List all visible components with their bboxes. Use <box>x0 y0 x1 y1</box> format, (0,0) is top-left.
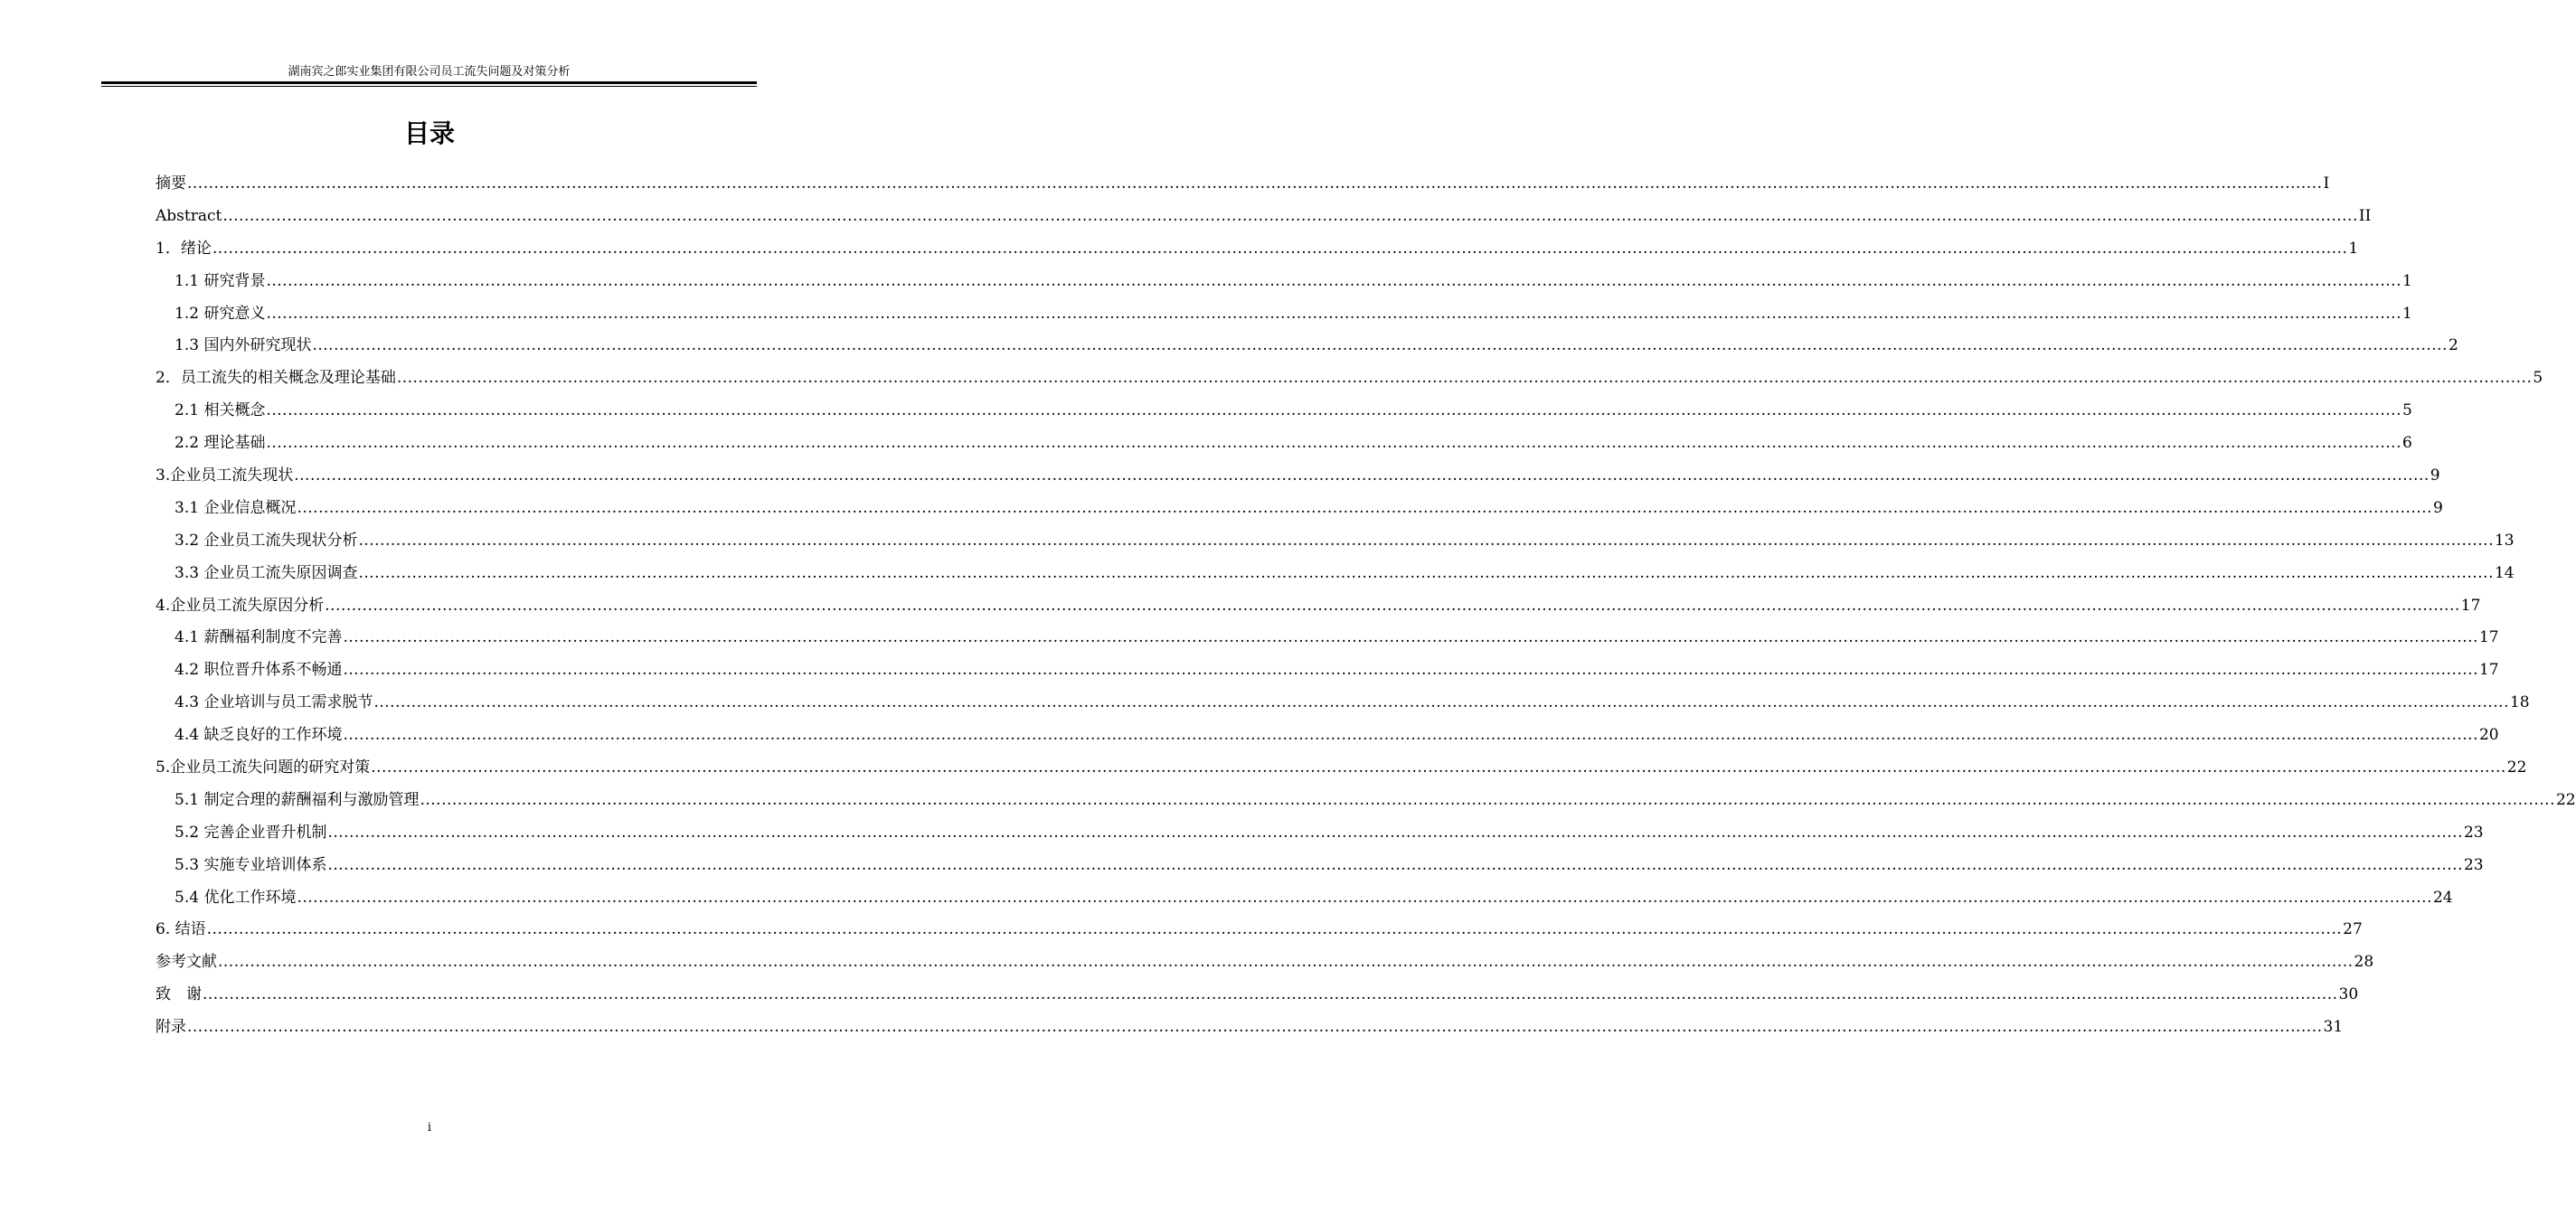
toc-entry-label: 1.3 国内外研究现状 <box>175 336 312 355</box>
toc-dot-leader: ................................................................................................................................................................................................................................................................................................................................................................................................................ <box>396 369 2533 388</box>
toc-entry-label: 2．员工流失的相关概念及理论基础 <box>156 369 396 388</box>
toc-entry[interactable] <box>156 720 2499 752</box>
toc-entry[interactable] <box>156 460 2440 493</box>
toc-entry-label: 3.3 企业员工流失原因调查 <box>175 563 358 582</box>
toc-entry[interactable] <box>156 914 2363 947</box>
toc-entry-label: 3.1 企业信息概况 <box>175 498 297 517</box>
toc-entry-page: 30 <box>2338 985 2359 1004</box>
toc-entry-label: 5.2 完善企业晋升机制 <box>175 823 327 842</box>
toc-entry-page: 23 <box>2463 855 2484 874</box>
toc-entry-page: 9 <box>2430 466 2440 485</box>
toc-entry-label: 1.2 研究意义 <box>175 304 266 323</box>
toc-dot-leader: ................................................................................................................................................................................................................................................................................................................................................................................................................ <box>266 434 2401 453</box>
toc-entry[interactable] <box>156 428 2412 460</box>
toc-entry-page: 17 <box>2460 596 2481 615</box>
toc-entry-label: 2.2 理论基础 <box>175 434 266 453</box>
toc-entry-page: 23 <box>2463 823 2484 842</box>
toc-dot-leader: ................................................................................................................................................................................................................................................................................................................................................................................................................ <box>187 174 2323 193</box>
toc-entry-label: 摘要 <box>156 174 186 193</box>
toc-dot-leader: ................................................................................................................................................................................................................................................................................................................................................................................................................ <box>358 531 2494 550</box>
toc-entry-label: 4.4 缺乏良好的工作环境 <box>175 726 343 745</box>
running-header: 湖南宾之郎实业集团有限公司员工流失问题及对策分析 <box>288 65 571 79</box>
toc-entry[interactable] <box>156 395 2412 428</box>
table-of-contents <box>156 168 2576 1044</box>
toc-dot-leader: ................................................................................................................................................................................................................................................................................................................................................................................................................ <box>218 953 2354 972</box>
toc-entry[interactable] <box>156 590 2481 623</box>
toc-entry-label: 2.1 相关概念 <box>175 401 266 420</box>
toc-dot-leader: ................................................................................................................................................................................................................................................................................................................................................................................................................ <box>297 498 2432 517</box>
toc-dot-leader: ................................................................................................................................................................................................................................................................................................................................................................................................................ <box>266 271 2401 290</box>
toc-entry[interactable] <box>156 525 2515 558</box>
toc-entry-label: 5.4 优化工作环境 <box>175 888 297 907</box>
toc-entry-label: 4.3 企业培训与员工需求脱节 <box>175 693 373 712</box>
toc-entry[interactable] <box>156 558 2515 590</box>
toc-entry[interactable] <box>156 233 2359 266</box>
toc-entry-label: 4.2 职位晋升体系不畅通 <box>175 661 343 680</box>
toc-entry-label: Abstract <box>156 206 222 225</box>
toc-dot-leader: ................................................................................................................................................................................................................................................................................................................................................................................................................ <box>312 336 2448 355</box>
toc-dot-leader: ................................................................................................................................................................................................................................................................................................................................................................................................................ <box>203 985 2338 1004</box>
toc-entry-page: 13 <box>2494 531 2515 550</box>
toc-entry[interactable] <box>156 493 2443 525</box>
toc-dot-leader: ................................................................................................................................................................................................................................................................................................................................................................................................................ <box>297 888 2432 907</box>
toc-entry-page: I <box>2323 174 2330 193</box>
toc-entry[interactable] <box>156 168 2330 201</box>
toc-entry[interactable] <box>156 298 2412 331</box>
toc-dot-leader: ................................................................................................................................................................................................................................................................................................................................................................................................................ <box>343 726 2478 745</box>
toc-entry[interactable] <box>156 1012 2344 1044</box>
toc-entry-label: 1．绪论 <box>156 239 212 258</box>
toc-entry[interactable] <box>156 850 2484 882</box>
toc-entry[interactable] <box>156 330 2458 363</box>
toc-entry-label: 6. 结语 <box>156 920 206 939</box>
toc-entry-page: 5 <box>2533 369 2543 388</box>
toc-entry-page: 17 <box>2478 661 2499 680</box>
toc-entry[interactable] <box>156 785 2576 817</box>
toc-entry-page: 22 <box>2506 758 2527 777</box>
toc-entry-page: 20 <box>2478 726 2499 745</box>
toc-entry[interactable] <box>156 979 2359 1012</box>
toc-entry-label: 1.1 研究背景 <box>175 271 266 290</box>
toc-entry-page: 1 <box>2401 271 2412 290</box>
toc-entry-page: II <box>2358 206 2372 225</box>
toc-entry-page: 1 <box>2401 304 2412 323</box>
toc-entry-label: 致 谢 <box>156 985 202 1004</box>
toc-dot-leader: ................................................................................................................................................................................................................................................................................................................................................................................................................ <box>358 563 2494 582</box>
toc-entry-label: 5.企业员工流失问题的研究对策 <box>156 758 371 777</box>
toc-entry-label: 3.企业员工流失现状 <box>156 466 294 485</box>
toc-entry[interactable] <box>156 687 2530 720</box>
header-rule-thin <box>101 86 757 87</box>
toc-dot-leader: ................................................................................................................................................................................................................................................................................................................................................................................................................ <box>222 206 2358 225</box>
toc-entry-label: 4.企业员工流失原因分析 <box>156 596 325 615</box>
toc-entry[interactable] <box>156 622 2499 655</box>
toc-entry[interactable] <box>156 266 2412 298</box>
toc-entry-label: 附录 <box>156 1018 186 1037</box>
toc-entry[interactable] <box>156 817 2484 850</box>
toc-dot-leader: ................................................................................................................................................................................................................................................................................................................................................................................................................ <box>343 661 2478 680</box>
toc-entry-page: 18 <box>2509 693 2530 712</box>
toc-entry[interactable] <box>156 947 2374 979</box>
toc-entry-page: 28 <box>2354 953 2374 972</box>
toc-entry-label: 5.3 实施专业培训体系 <box>175 855 327 874</box>
toc-dot-leader: ................................................................................................................................................................................................................................................................................................................................................................................................................ <box>327 823 2463 842</box>
toc-entry-label: 参考文献 <box>156 953 217 972</box>
toc-entry[interactable] <box>156 882 2453 915</box>
toc-entry-page: 31 <box>2323 1018 2344 1037</box>
page-number: i <box>427 1121 432 1135</box>
toc-dot-leader: ................................................................................................................................................................................................................................................................................................................................................................................................................ <box>420 790 2555 809</box>
toc-entry-page: 14 <box>2494 563 2515 582</box>
toc-dot-leader: ................................................................................................................................................................................................................................................................................................................................................................................................................ <box>371 758 2506 777</box>
toc-dot-leader: ................................................................................................................................................................................................................................................................................................................................................................................................................ <box>212 239 2348 258</box>
toc-entry-label: 5.1 制定合理的薪酬福利与激励管理 <box>175 790 420 809</box>
toc-title: 目录 <box>403 118 455 148</box>
toc-entry[interactable] <box>156 363 2543 395</box>
toc-dot-leader: ................................................................................................................................................................................................................................................................................................................................................................................................................ <box>343 628 2478 647</box>
toc-dot-leader: ................................................................................................................................................................................................................................................................................................................................................................................................................ <box>294 466 2430 485</box>
toc-entry-page: 1 <box>2348 239 2359 258</box>
toc-entry-page: 2 <box>2448 336 2458 355</box>
toc-entry-page: 17 <box>2478 628 2499 647</box>
toc-dot-leader: ................................................................................................................................................................................................................................................................................................................................................................................................................ <box>327 855 2463 874</box>
toc-entry[interactable] <box>156 655 2499 687</box>
toc-entry-label: 3.2 企业员工流失现状分析 <box>175 531 358 550</box>
toc-entry-page: 27 <box>2343 920 2363 939</box>
toc-entry-label: 4.1 薪酬福利制度不完善 <box>175 628 343 647</box>
toc-dot-leader: ................................................................................................................................................................................................................................................................................................................................................................................................................ <box>266 401 2401 420</box>
toc-entry-page: 24 <box>2432 888 2453 907</box>
toc-dot-leader: ................................................................................................................................................................................................................................................................................................................................................................................................................ <box>206 920 2343 939</box>
toc-entry-page: 5 <box>2401 401 2412 420</box>
toc-dot-leader: ................................................................................................................................................................................................................................................................................................................................................................................................................ <box>325 596 2460 615</box>
toc-entry[interactable] <box>156 752 2527 785</box>
toc-dot-leader: ................................................................................................................................................................................................................................................................................................................................................................................................................ <box>187 1018 2323 1037</box>
toc-entry[interactable] <box>156 201 2372 233</box>
toc-dot-leader: ................................................................................................................................................................................................................................................................................................................................................................................................................ <box>373 693 2509 712</box>
toc-dot-leader: ................................................................................................................................................................................................................................................................................................................................................................................................................ <box>266 304 2401 323</box>
toc-entry-page: 6 <box>2401 434 2412 453</box>
header-rule-thick <box>101 81 757 84</box>
toc-entry-page: 22 <box>2555 790 2576 809</box>
toc-entry-page: 9 <box>2432 498 2443 517</box>
